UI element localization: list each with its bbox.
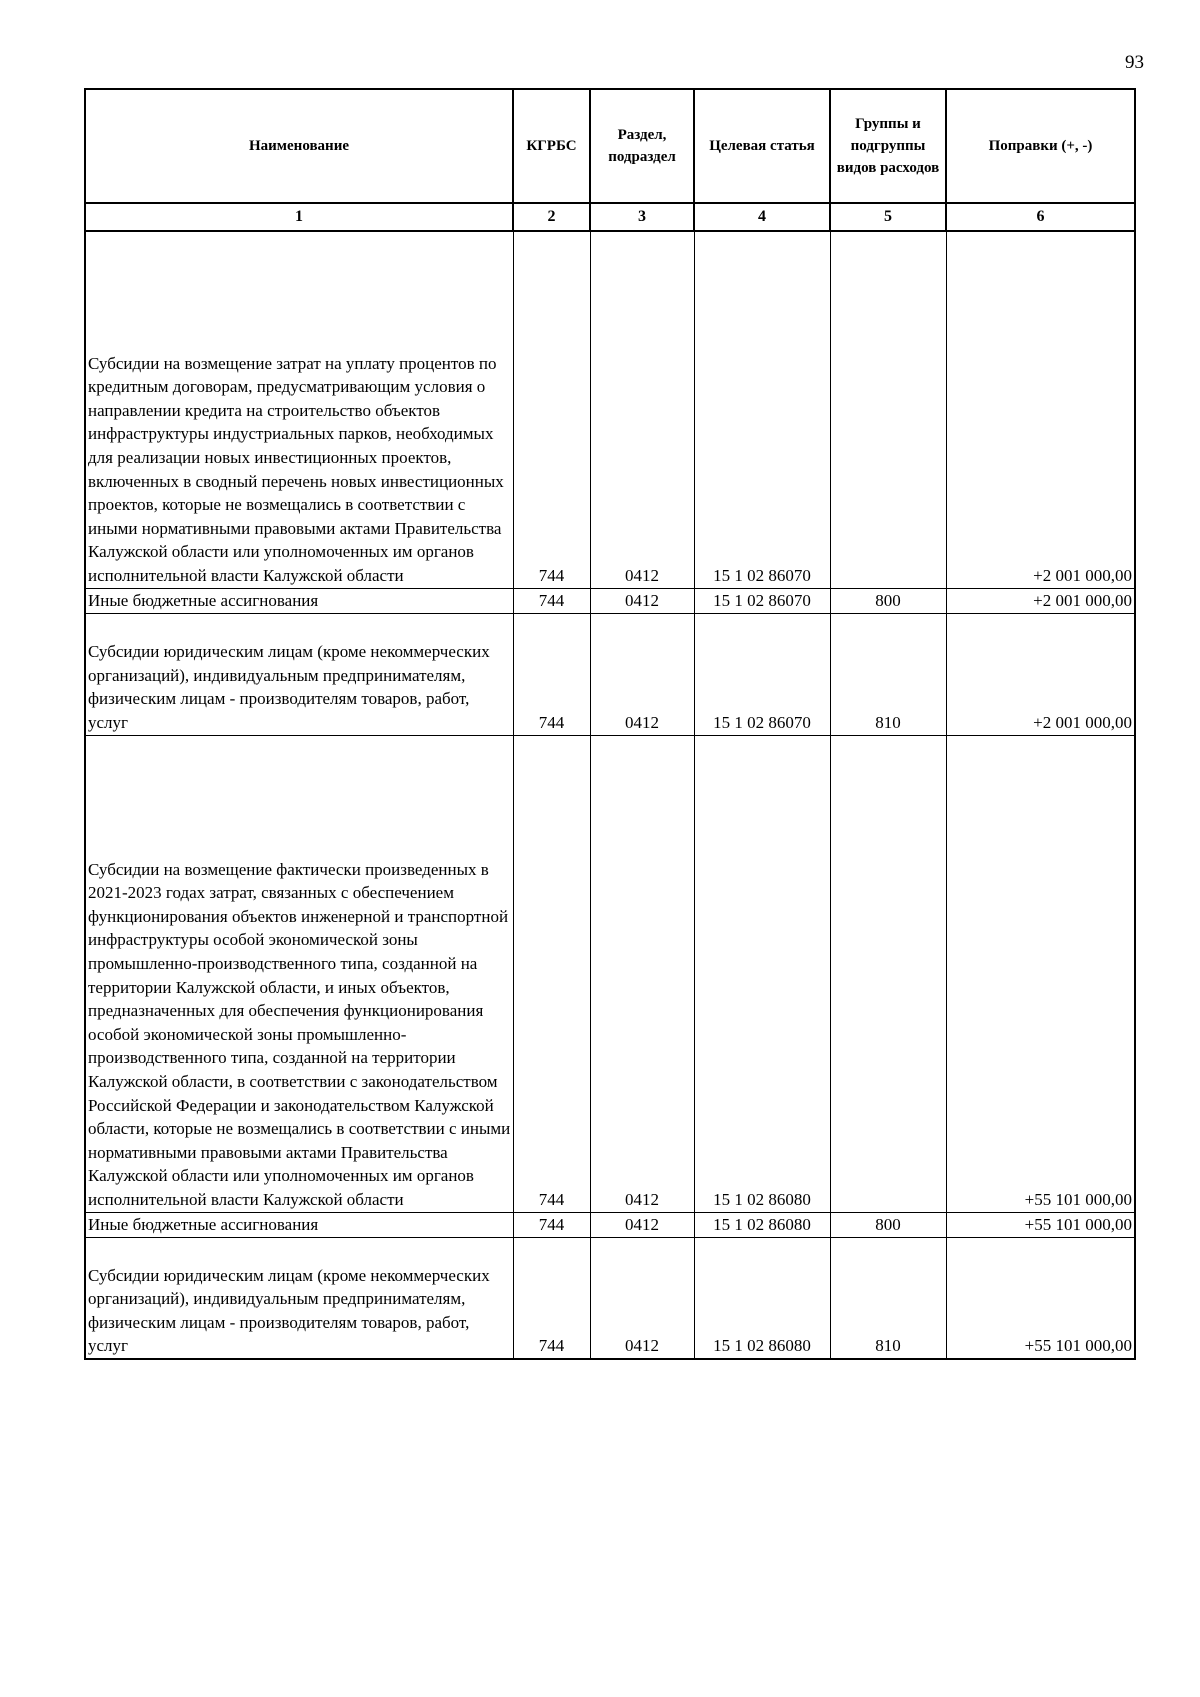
- row-kgrbs: 744: [513, 1237, 590, 1359]
- header-kgrbs: КГРБС: [513, 89, 590, 203]
- row-name: Иные бюджетные ассигнования: [85, 588, 513, 613]
- row-amount: +2 001 000,00: [946, 588, 1135, 613]
- row-kgrbs: 744: [513, 1212, 590, 1237]
- column-number: 3: [590, 203, 694, 231]
- page-number: 93: [1125, 52, 1144, 73]
- header-amendments: Поправки (+, -): [946, 89, 1135, 203]
- row-target: 15 1 02 86080: [694, 1237, 830, 1359]
- row-section: 0412: [590, 231, 694, 588]
- table-row: [85, 1212, 1135, 1237]
- row-group: [830, 231, 946, 588]
- row-target: 15 1 02 86070: [694, 231, 830, 588]
- row-amount: +55 101 000,00: [946, 1237, 1135, 1359]
- table-row: [85, 1237, 1135, 1359]
- row-section: 0412: [590, 735, 694, 1212]
- table-row: [85, 735, 1135, 1212]
- row-target: 15 1 02 86080: [694, 1212, 830, 1237]
- header-groups: Группы и подгруппы видов расходов: [830, 89, 946, 203]
- column-number: 6: [946, 203, 1135, 231]
- row-target: 15 1 02 86070: [694, 588, 830, 613]
- row-group: 810: [830, 613, 946, 735]
- budget-amendments-table: [84, 88, 1136, 1360]
- row-group: 800: [830, 588, 946, 613]
- column-number: 4: [694, 203, 830, 231]
- table-row: [85, 613, 1135, 735]
- table-row: [85, 231, 1135, 588]
- row-name: Субсидии юридическим лицам (кроме некоммерческих организаций), индивидуальным предпринимателям, физическим лицам - производителям товаров, работ, услуг: [85, 1237, 513, 1359]
- row-section: 0412: [590, 613, 694, 735]
- row-amount: +55 101 000,00: [946, 1212, 1135, 1237]
- column-number-row: [85, 203, 1135, 231]
- row-name: Иные бюджетные ассигнования: [85, 1212, 513, 1237]
- row-target: 15 1 02 86080: [694, 735, 830, 1212]
- row-name: Субсидии на возмещение фактически произведенных в 2021-2023 годах затрат, связанных с обеспечением функционирования объектов инженерной и транспортной инфраструктуры особой экономической зоны промышленно-производственного типа, созданной на территории Калужской области, и иных объектов, предназначенных для обеспечения функционирования особой экономической зоны промышленно-производственного типа, созданной на территории Калужской области, в соответствии с законодательством Российской Федерации и законодательством Калужской области, которые не возмещались в соответствии с иными нормативными правовыми актами Правительства Калужской области или уполномоченных им органов исполнительной власти Калужской области: [85, 735, 513, 1212]
- row-amount: +2 001 000,00: [946, 613, 1135, 735]
- header-section: Раздел, подраздел: [590, 89, 694, 203]
- row-amount: +55 101 000,00: [946, 735, 1135, 1212]
- row-kgrbs: 744: [513, 231, 590, 588]
- row-name: Субсидии на возмещение затрат на уплату процентов по кредитным договорам, предусматривающим условия о направлении кредита на строительство объектов инфраструктуры индустриальных парков, необходимых для реализации новых инвестиционных проектов, включенных в сводный перечень новых инвестиционных проектов, которые не возмещались в соответствии с иными нормативными правовыми актами Правительства Калужской области или уполномоченных им органов исполнительной власти Калужской области: [85, 231, 513, 588]
- row-target: 15 1 02 86070: [694, 613, 830, 735]
- row-name: Субсидии юридическим лицам (кроме некоммерческих организаций), индивидуальным предпринимателям, физическим лицам - производителям товаров, работ, услуг: [85, 613, 513, 735]
- row-section: 0412: [590, 1212, 694, 1237]
- header-name: Наименование: [85, 89, 513, 203]
- row-group: 810: [830, 1237, 946, 1359]
- row-section: 0412: [590, 588, 694, 613]
- row-group: 800: [830, 1212, 946, 1237]
- row-kgrbs: 744: [513, 613, 590, 735]
- row-amount: +2 001 000,00: [946, 231, 1135, 588]
- header-target: Целевая статья: [694, 89, 830, 203]
- column-number: 2: [513, 203, 590, 231]
- table-header-row: [85, 89, 1135, 203]
- table-row: [85, 588, 1135, 613]
- row-section: 0412: [590, 1237, 694, 1359]
- row-group: [830, 735, 946, 1212]
- row-kgrbs: 744: [513, 588, 590, 613]
- row-kgrbs: 744: [513, 735, 590, 1212]
- column-number: 5: [830, 203, 946, 231]
- column-number: 1: [85, 203, 513, 231]
